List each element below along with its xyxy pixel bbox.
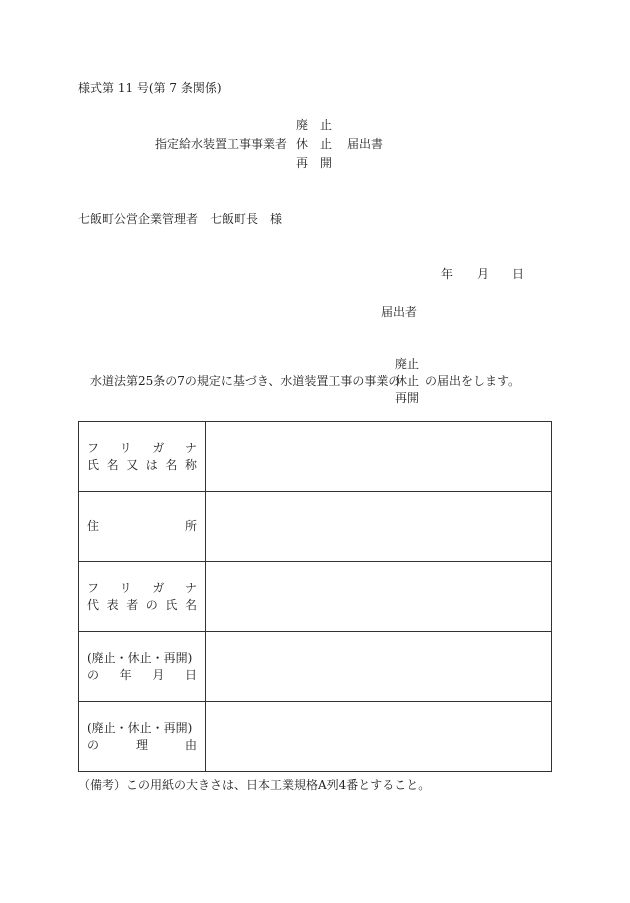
label-char: の — [87, 667, 100, 682]
table-row-reason — [79, 702, 552, 772]
label-char: 所 — [184, 519, 197, 533]
label-line — [87, 518, 197, 535]
notification-form-table — [78, 421, 552, 772]
label-char: (廃止・休止・再開) — [87, 650, 193, 665]
label-char: 代 — [87, 597, 100, 612]
label-char: 表 — [106, 597, 119, 612]
statement-after: の届出をします。 — [425, 374, 521, 388]
addressee: 七飯町公営企業管理者 七飯町長 様 — [78, 212, 283, 226]
label-char: の — [87, 737, 100, 752]
label-line — [87, 597, 197, 614]
label-char: 者 — [126, 597, 139, 612]
table-row-name — [79, 422, 552, 492]
title-prefix: 指定給水装置工事事業者 — [155, 137, 288, 151]
title-option-kyushi: 休 止 — [296, 137, 333, 151]
label-char: 由 — [184, 737, 197, 752]
date-value-field[interactable] — [206, 632, 552, 702]
statement-option-kyushi: 休止 — [395, 374, 420, 388]
label-char: 理 — [135, 737, 148, 752]
statement-option-saikai: 再開 — [395, 391, 420, 405]
title-suffix: 届出書 — [347, 137, 384, 151]
label-char: ガ — [152, 580, 165, 595]
label-char: リ — [119, 580, 132, 595]
table-row-address — [79, 492, 552, 562]
label-char: 氏 — [87, 457, 100, 472]
label-date — [79, 632, 206, 702]
label-line — [87, 440, 197, 457]
label-char: ナ — [184, 580, 197, 595]
label-char: フ — [87, 580, 100, 595]
notifier-label: 届出者 — [381, 305, 418, 319]
date-month: 月 — [477, 267, 490, 281]
label-char: 年 — [119, 667, 132, 682]
label-char: 住 — [87, 519, 100, 533]
label-line — [87, 737, 197, 754]
label-char: リ — [119, 440, 132, 455]
label-name — [79, 422, 206, 492]
statement-before: 水道法第25条の7の規定に基づき、水道装置工事の事業の — [90, 374, 401, 388]
label-reason — [79, 702, 206, 772]
label-char: 名 — [184, 597, 197, 612]
date-year: 年 — [441, 267, 454, 281]
table-row-date — [79, 632, 552, 702]
label-representative — [79, 562, 206, 632]
label-line — [87, 580, 197, 597]
table-row-representative — [79, 562, 552, 632]
label-char: 称 — [184, 457, 197, 472]
label-char: の — [145, 597, 158, 612]
address-value-field[interactable] — [206, 492, 552, 562]
label-char: は — [145, 457, 158, 472]
title-option-haishi: 廃 止 — [296, 118, 333, 132]
reason-value-field[interactable] — [206, 702, 552, 772]
label-char: 日 — [184, 667, 197, 682]
label-char: 名 — [165, 457, 178, 472]
label-char: ナ — [184, 440, 197, 455]
label-char: 月 — [152, 667, 165, 682]
statement-option-haishi: 廃止 — [395, 357, 420, 371]
form-number: 様式第 11 号(第 7 条関係) — [78, 81, 222, 95]
representative-value-field[interactable] — [206, 562, 552, 632]
label-line — [87, 650, 197, 667]
date-day: 日 — [512, 267, 525, 281]
label-line — [87, 667, 197, 684]
label-char: 名 — [106, 457, 119, 472]
label-char: フ — [87, 440, 100, 455]
label-char: 又 — [126, 457, 139, 472]
footnote: （備考）この用紙の大きさは、日本工業規格A列4番とすること。 — [78, 778, 431, 792]
name-value-field[interactable] — [206, 422, 552, 492]
label-line — [87, 720, 197, 737]
label-char: ガ — [152, 440, 165, 455]
title-option-saikai: 再 開 — [296, 156, 333, 170]
label-char: (廃止・休止・再開) — [87, 720, 193, 735]
label-address — [79, 492, 206, 562]
label-line — [87, 457, 197, 474]
label-char: 氏 — [165, 597, 178, 612]
